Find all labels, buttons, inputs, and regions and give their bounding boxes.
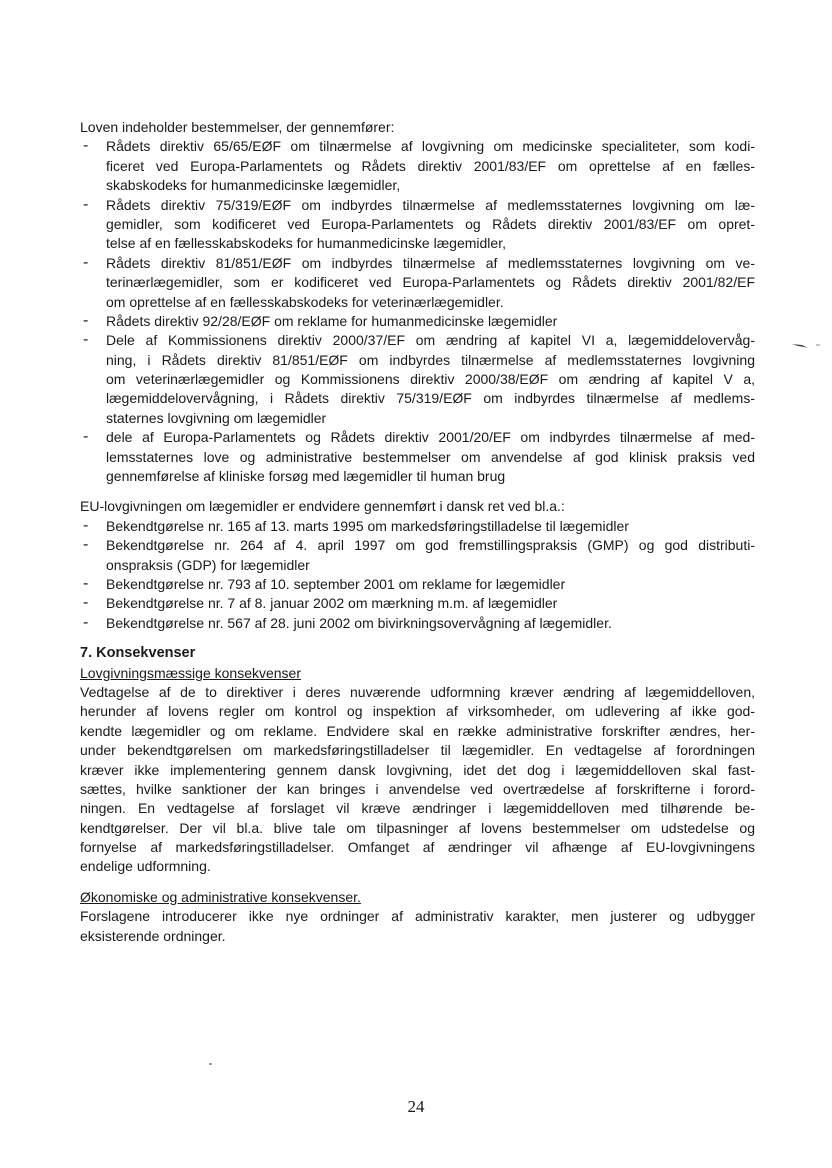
bullet-dash: - [83,516,89,534]
list-item-line: dele af Europa-Parlamentets og Rådets direktiv 2001/20/EF om indbyrdes tilnærmelse af med- [106,429,755,446]
list-item-line: terinærlægemidler, som er kodificeret ved Europa-Parlamentets og Rådets direktiv 2001/82/EF [106,274,755,291]
page-number: 24 [407,1097,425,1116]
list-item-line: Rådets direktiv 92/28/EØF om reklame for humanmedicinske lægemidler [106,312,558,329]
paragraph-line: sættes, hvilke sanktioner der kan bringes i anvendelse ved overtrædelse af forskrifterne i forord- [80,780,755,797]
list-item [80,312,755,331]
list-item-line: lemsstaternes love og administrative bestemmelser om anvendelse af god klinisk praksis ved [106,448,755,465]
list-item-line: Bekendtgørelse nr. 793 af 10. september 2001 om reklame for lægemidler [106,575,566,592]
list-item [80,575,755,594]
list-item-line: Bekendtgørelse nr. 165 af 13. marts 1995 om markedsføringstilladelse til lægemidler [106,517,629,534]
paragraph-line: endelige udformning. [80,858,211,875]
list-item-line: Bekendtgørelse nr. 264 af 4. april 1997 om god fremstillingspraksis (GMP) og god distributi- [106,537,755,554]
list-item [80,428,755,486]
list-item [80,614,755,633]
list-item [80,254,755,312]
list-item [80,594,755,613]
list-item-line: Rådets direktiv 75/319/EØF om indbyrdes tilnærmelse af medlemsstaternes lovgivning om læ- [106,196,755,213]
paragraph-line: kendtgørelser. Der vil bl.a. blive tale om tilpasninger af lovens bestemmelser om udstedelse og [80,819,755,836]
page-body [80,118,755,946]
subheading-economic: Økonomiske og administrative konsekvenser. [80,888,361,905]
paragraph-line: kræver ikke implementering gennem dansk lovgivning, idet det dog i lægemiddelloven skal fast- [80,761,755,778]
list-item [80,517,755,536]
list-item [80,196,755,254]
list-item-line: Rådets direktiv 65/65/EØF om tilnærmelse af lovgivning om medicinske specialiteter, som kodi- [106,138,755,155]
intro-lead: Loven indeholder bestemmelser, der gennemfører: [80,119,395,135]
bullet-dash: - [83,574,89,592]
list-item-line: skabskodeks for humanmedicinske lægemidler, [106,177,401,194]
list-item-line: ficeret ved Europa-Parlamentets og Rådets direktiv 2001/83/EF om oprettelse af en fælles- [106,157,755,174]
margin-pen-mark [790,340,826,352]
list-item-line: gennemførelse af kliniske forsøg med lægemidler til human brug [106,468,506,485]
bullet-dash: - [83,594,89,612]
paragraph-line: eksisterende ordninger. [80,927,226,944]
list-item-line: gemidler, som kodificeret ved Europa-Parlamentets og Rådets direktiv 2001/83/EF om opret- [106,215,755,232]
list-item-line: om veterinærlægemidler og Kommissionens direktiv 2000/38/EØF om ændring af kapitel V a, [106,371,755,388]
paragraph-line: herunder af lovens regler om kontrol og inspektion af virksomheder, om udlevering af ikke god- [80,703,755,720]
bullet-dash: - [83,613,89,631]
paragraph-line: Forslagene introducerer ikke nye ordninger af administrativ karakter, men justerer og udbygger [80,908,755,925]
paragraph-line: under bekendtgørelsen om markedsføringstilladelser til lægemidler. En vedtagelse af forordningen [80,742,755,759]
list-item-line: lægemiddelovervågning, i Rådets direktiv 75/319/EØF om indbyrdes tilnærmelse af medlems- [106,390,755,407]
list-item-line: onspraksis (GDP) for lægemidler [106,556,310,573]
bullet-dash: - [83,253,89,271]
paragraph-line: Vedtagelse af de to direktiver i deres nuværende udformning kræver ændring af lægemiddelloven, [80,683,755,700]
list-item-line: om oprettelse af en fællesskabskodeks for veterinærlægemidler. [106,293,504,310]
paragraph-line: fornyelse af markedsføringstilladelser. Omfanget af ændringer vil afhænge af EU-lovgivningens [80,839,755,856]
paragraph-line: kendte lægemidler og om reklame. Endvidere skal en række administrative forskrifter ændres, her- [80,722,755,739]
list-item-line: ning, i Rådets direktiv 81/851/EØF om indbyrdes tilnærmelse af medlemsstaternes lovgivning [106,351,755,368]
bullet-dash: - [83,536,89,554]
list-item [80,137,755,195]
list-item-line: Bekendtgørelse nr. 7 af 8. januar 2002 om mærkning m.m. af lægemidler [106,595,558,612]
list-item-line: telse af en fællesskabskodeks for humanmedicinske lægemidler, [106,235,506,252]
bullet-dash: - [83,195,89,213]
eu-lead: EU-lovgivningen om lægemidler er endvidere gennemført i dansk ret ved bl.a.: [80,498,565,515]
paragraph-legislative [80,683,755,877]
subheading-legislative: Lovgivningsmæssige konsekvenser [80,664,301,681]
paragraph-line: ningen. En vedtagelse af forslaget vil kræve ændringer i lægemiddelloven med tilhørende be- [80,800,755,817]
list-item-line: Rådets direktiv 81/851/EØF om indbyrdes tilnærmelse af medlemsstaternes lovgivning om ve- [106,254,755,271]
directive-list [80,137,755,486]
bullet-dash: - [83,137,89,155]
list-item [80,331,755,428]
bullet-dash: - [83,311,89,329]
section-heading: 7. Konsekvenser [80,645,196,662]
bullet-dash: - [83,331,89,349]
list-item [80,536,755,575]
regulation-list [80,517,755,633]
bullet-dash: - [83,428,89,446]
paragraph-economic [80,907,755,946]
list-item-line: Bekendtgørelse nr. 567 af 28. juni 2002 om bivirkningsovervågning af lægemidler. [106,614,612,631]
list-item-line: Dele af Kommissionens direktiv 2000/37/EF om ændring af kapitel VI a, lægemiddelovervåg- [106,332,755,349]
scan-speck [209,1063,212,1065]
list-item-line: staternes lovgivning om lægemidler [106,409,327,426]
